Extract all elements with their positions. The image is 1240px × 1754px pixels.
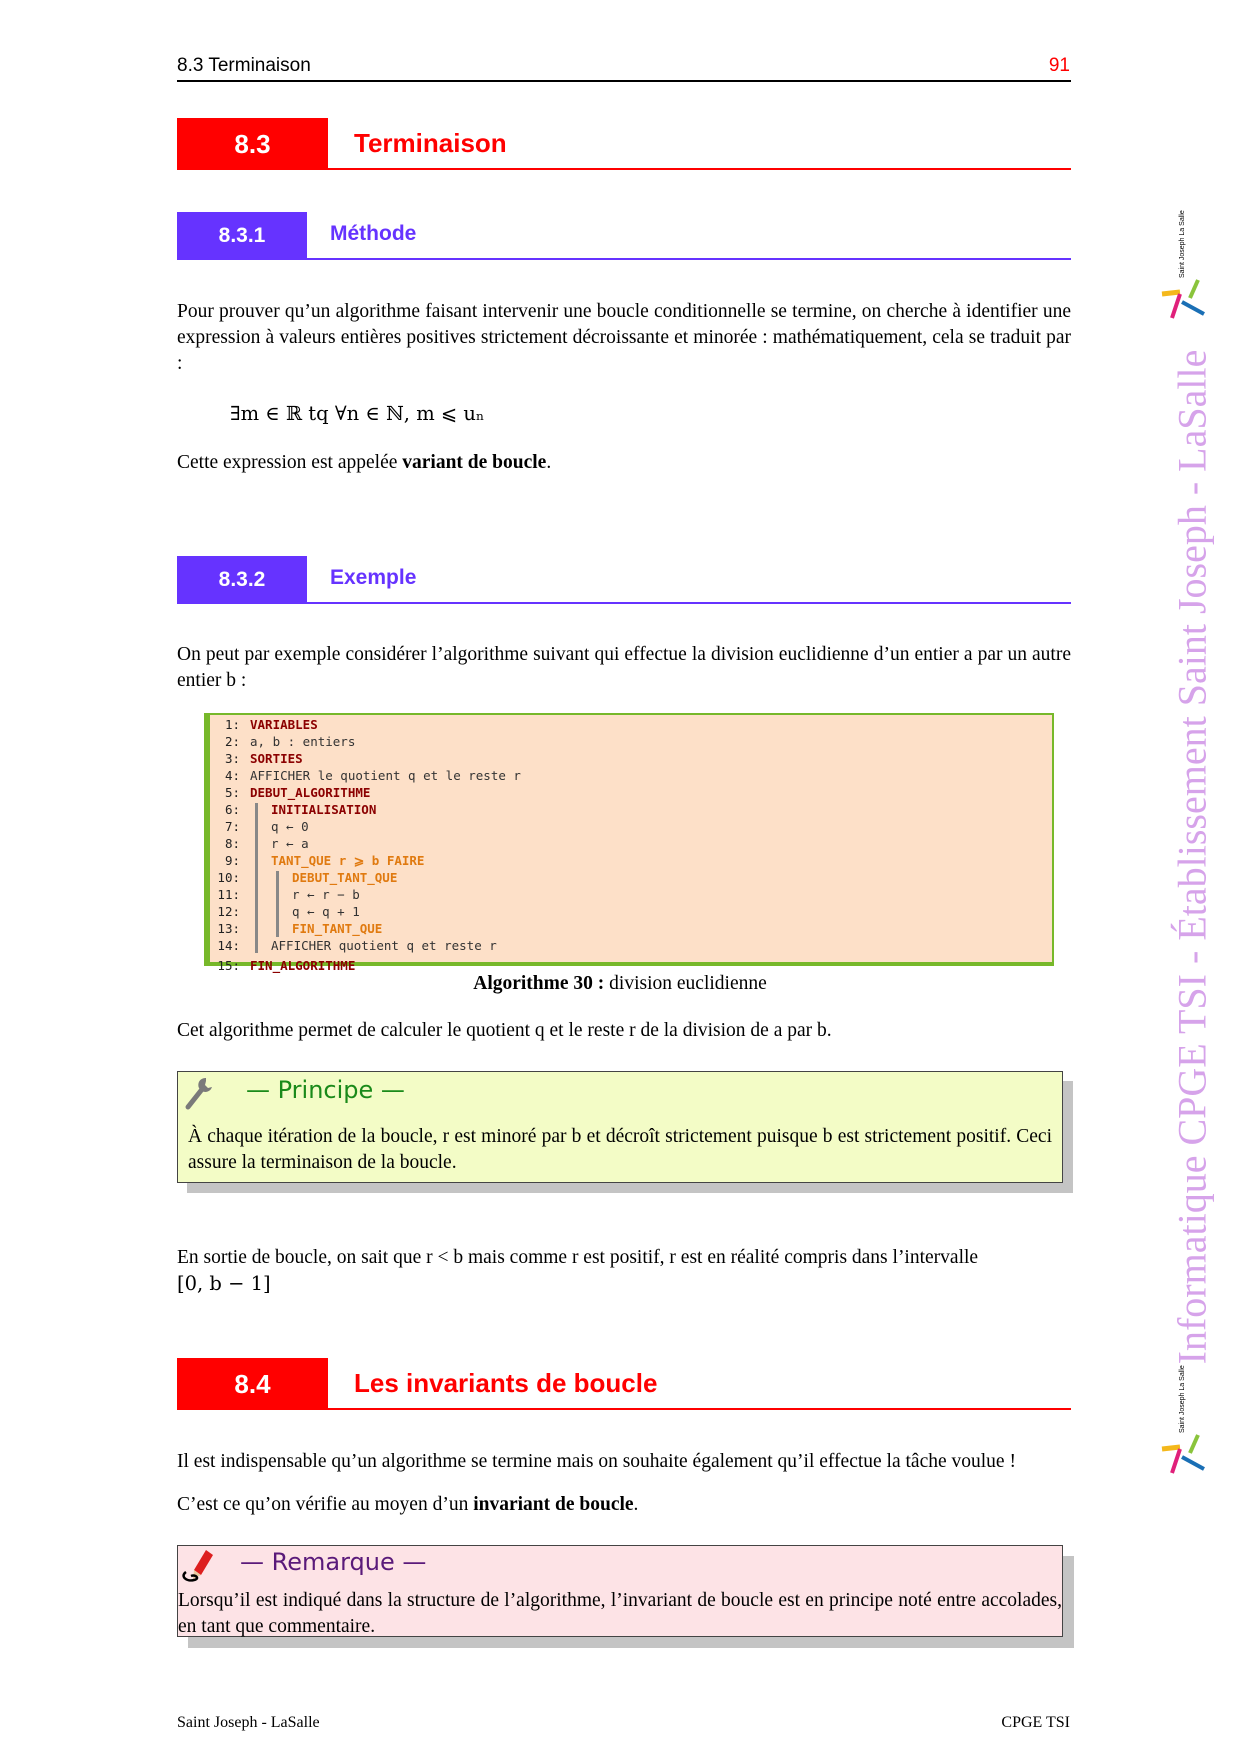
formula-text: ∃m ∈ ℝ tq ∀n ∈ ℕ, m ⩽ uₙ xyxy=(230,402,485,425)
subsection-title: Exemple xyxy=(330,566,417,589)
algorithm-line xyxy=(210,886,360,903)
line-number: 2: xyxy=(224,734,240,749)
footer-right: CPGE TSI xyxy=(1001,1714,1070,1731)
line-number: 1: xyxy=(224,717,240,732)
block-indent-bar xyxy=(255,803,258,953)
line-code: r ← a xyxy=(271,836,309,851)
methode-paragraph: Pour prouver qu’un algorithme faisant intervenir une boucle conditionnelle se termine, on cherche à identifier une expression à valeurs entières positives strictement décroissante et minorée : mathématiquement, cela se traduit par : xyxy=(177,301,1071,374)
line-code: DEBUT_TANT_QUE xyxy=(292,870,398,885)
algorithm-line xyxy=(210,767,521,784)
algorithm-line xyxy=(210,957,355,974)
line-code: FIN_ALGORITHME xyxy=(250,958,356,973)
header-rule xyxy=(177,80,1071,82)
block-indent-bar xyxy=(276,871,279,937)
subsection-title: Méthode xyxy=(330,222,417,245)
line-number: 13: xyxy=(217,921,240,936)
line-code: AFFICHER le quotient q et le reste r xyxy=(250,768,521,783)
sortie-line-2 xyxy=(177,1271,1071,1298)
algorithm-line xyxy=(210,835,309,852)
line-number: 12: xyxy=(217,904,240,919)
algorithm-caption xyxy=(0,973,1240,995)
svg-text:Saint Joseph La Salle: Saint Joseph La Salle xyxy=(1179,1365,1186,1433)
remarque-title: — Remarque — xyxy=(240,1548,427,1576)
text: Cette expression est appelée xyxy=(177,452,403,473)
side-banner-text: Informatique CPGE TSI - Établissement Saint Joseph - LaSalle xyxy=(1169,349,1215,1365)
algorithm-line xyxy=(210,716,318,733)
line-code: VARIABLES xyxy=(250,717,318,732)
algorithm-line xyxy=(210,750,303,767)
exemple-intro: On peut par exemple considérer l’algorithme suivant qui effectue la division euclidienne d’un entier a par un autre entier b : xyxy=(177,644,1071,691)
algorithm-line xyxy=(210,733,355,750)
variant-definition xyxy=(177,450,1071,476)
line-code: q ← q + 1 xyxy=(292,904,360,919)
sortie-line-1: En sortie de boucle, on sait que r < b mais comme r est positif, r est en réalité compris dans l’intervalle xyxy=(177,1247,979,1268)
line-number: 3: xyxy=(224,751,240,766)
school-logo-icon xyxy=(1160,1365,1208,1475)
line-code: TANT_QUE r ⩾ b FAIRE xyxy=(271,853,425,868)
algorithm-line xyxy=(210,937,497,954)
pencil-icon xyxy=(180,1548,216,1584)
algorithm-listing xyxy=(204,713,1054,973)
subsection-rule xyxy=(307,602,1071,604)
caption-text: division euclidienne xyxy=(604,973,767,994)
footer-left: Saint Joseph - LaSalle xyxy=(177,1714,320,1731)
invariants-paragraph-2 xyxy=(177,1492,1071,1518)
algorithm-line xyxy=(210,818,309,835)
section-title: Terminaison xyxy=(354,128,507,158)
algorithm-line xyxy=(210,784,370,801)
term-variant: variant de boucle xyxy=(402,452,547,473)
algorithm-line xyxy=(210,801,376,818)
line-number: 8: xyxy=(224,836,240,851)
line-number: 11: xyxy=(217,887,240,902)
algorithm-description: Cet algorithme permet de calculer le quotient q et le reste r de la division de a par b. xyxy=(177,1020,832,1041)
svg-text:Saint Joseph La Salle: Saint Joseph La Salle xyxy=(1179,210,1186,278)
term-invariant: invariant de boucle xyxy=(473,1494,634,1515)
algorithm-line xyxy=(210,852,424,869)
line-code: SORTIES xyxy=(250,751,303,766)
line-number: 4: xyxy=(224,768,240,783)
section-rule xyxy=(328,168,1071,170)
line-number: 14: xyxy=(217,938,240,953)
principe-text: À chaque itération de la boucle, r est minoré par b et décroît strictement puisque b est strictement positif. Ceci assure la terminaison de la boucle. xyxy=(188,1126,1052,1173)
algorithm-line xyxy=(210,903,360,920)
subsection-rule xyxy=(307,258,1071,260)
line-code: q ← 0 xyxy=(271,819,309,834)
line-code: AFFICHER quotient q et reste r xyxy=(271,938,497,953)
running-header-title: 8.3 Terminaison xyxy=(177,55,311,76)
text: C’est ce qu’on vérifie au moyen d’un xyxy=(177,1494,474,1515)
line-code: DEBUT_ALGORITHME xyxy=(250,785,371,800)
wrench-icon xyxy=(184,1076,214,1110)
subsection-number-box: 8.3.1 xyxy=(177,212,307,260)
page-number: 91 xyxy=(1048,55,1070,76)
line-code: a, b : entiers xyxy=(250,734,356,749)
math-formula xyxy=(230,402,484,426)
line-code: FIN_TANT_QUE xyxy=(292,921,383,936)
section-number-box: 8.4 xyxy=(177,1358,328,1410)
interval: [0, b − 1] xyxy=(177,1272,271,1295)
section-rule xyxy=(328,1408,1071,1410)
school-logo-icon xyxy=(1160,210,1208,320)
section-number-box: 8.3 xyxy=(177,118,328,170)
section-title: Les invariants de boucle xyxy=(354,1368,658,1398)
text: . xyxy=(633,1494,639,1515)
line-number: 10: xyxy=(217,870,240,885)
remarque-box xyxy=(177,1545,1063,1637)
principe-box xyxy=(177,1071,1063,1183)
line-code: r ← r − b xyxy=(292,887,360,902)
invariants-paragraph-1: Il est indispensable qu’un algorithme se termine mais on souhaite également qu’il effectue la tâche voulue ! xyxy=(177,1451,1016,1472)
caption-label: Algorithme 30 : xyxy=(473,973,605,994)
subsection-number-box: 8.3.2 xyxy=(177,556,307,604)
line-code: INITIALISATION xyxy=(271,802,377,817)
line-number: 9: xyxy=(224,853,240,868)
line-number: 5: xyxy=(224,785,240,800)
remarque-text: Lorsqu’il est indiqué dans la structure de l’algorithme, l’invariant de boucle est en principe noté entre accolades, en tant que commentaire. xyxy=(178,1590,1062,1637)
line-number: 6: xyxy=(224,802,240,817)
line-number: 7: xyxy=(224,819,240,834)
algorithm-line xyxy=(210,869,397,886)
principe-title: — Principe — xyxy=(246,1076,405,1104)
algorithm-line xyxy=(210,920,382,937)
text: . xyxy=(546,452,552,473)
line-number: 15: xyxy=(217,958,240,973)
